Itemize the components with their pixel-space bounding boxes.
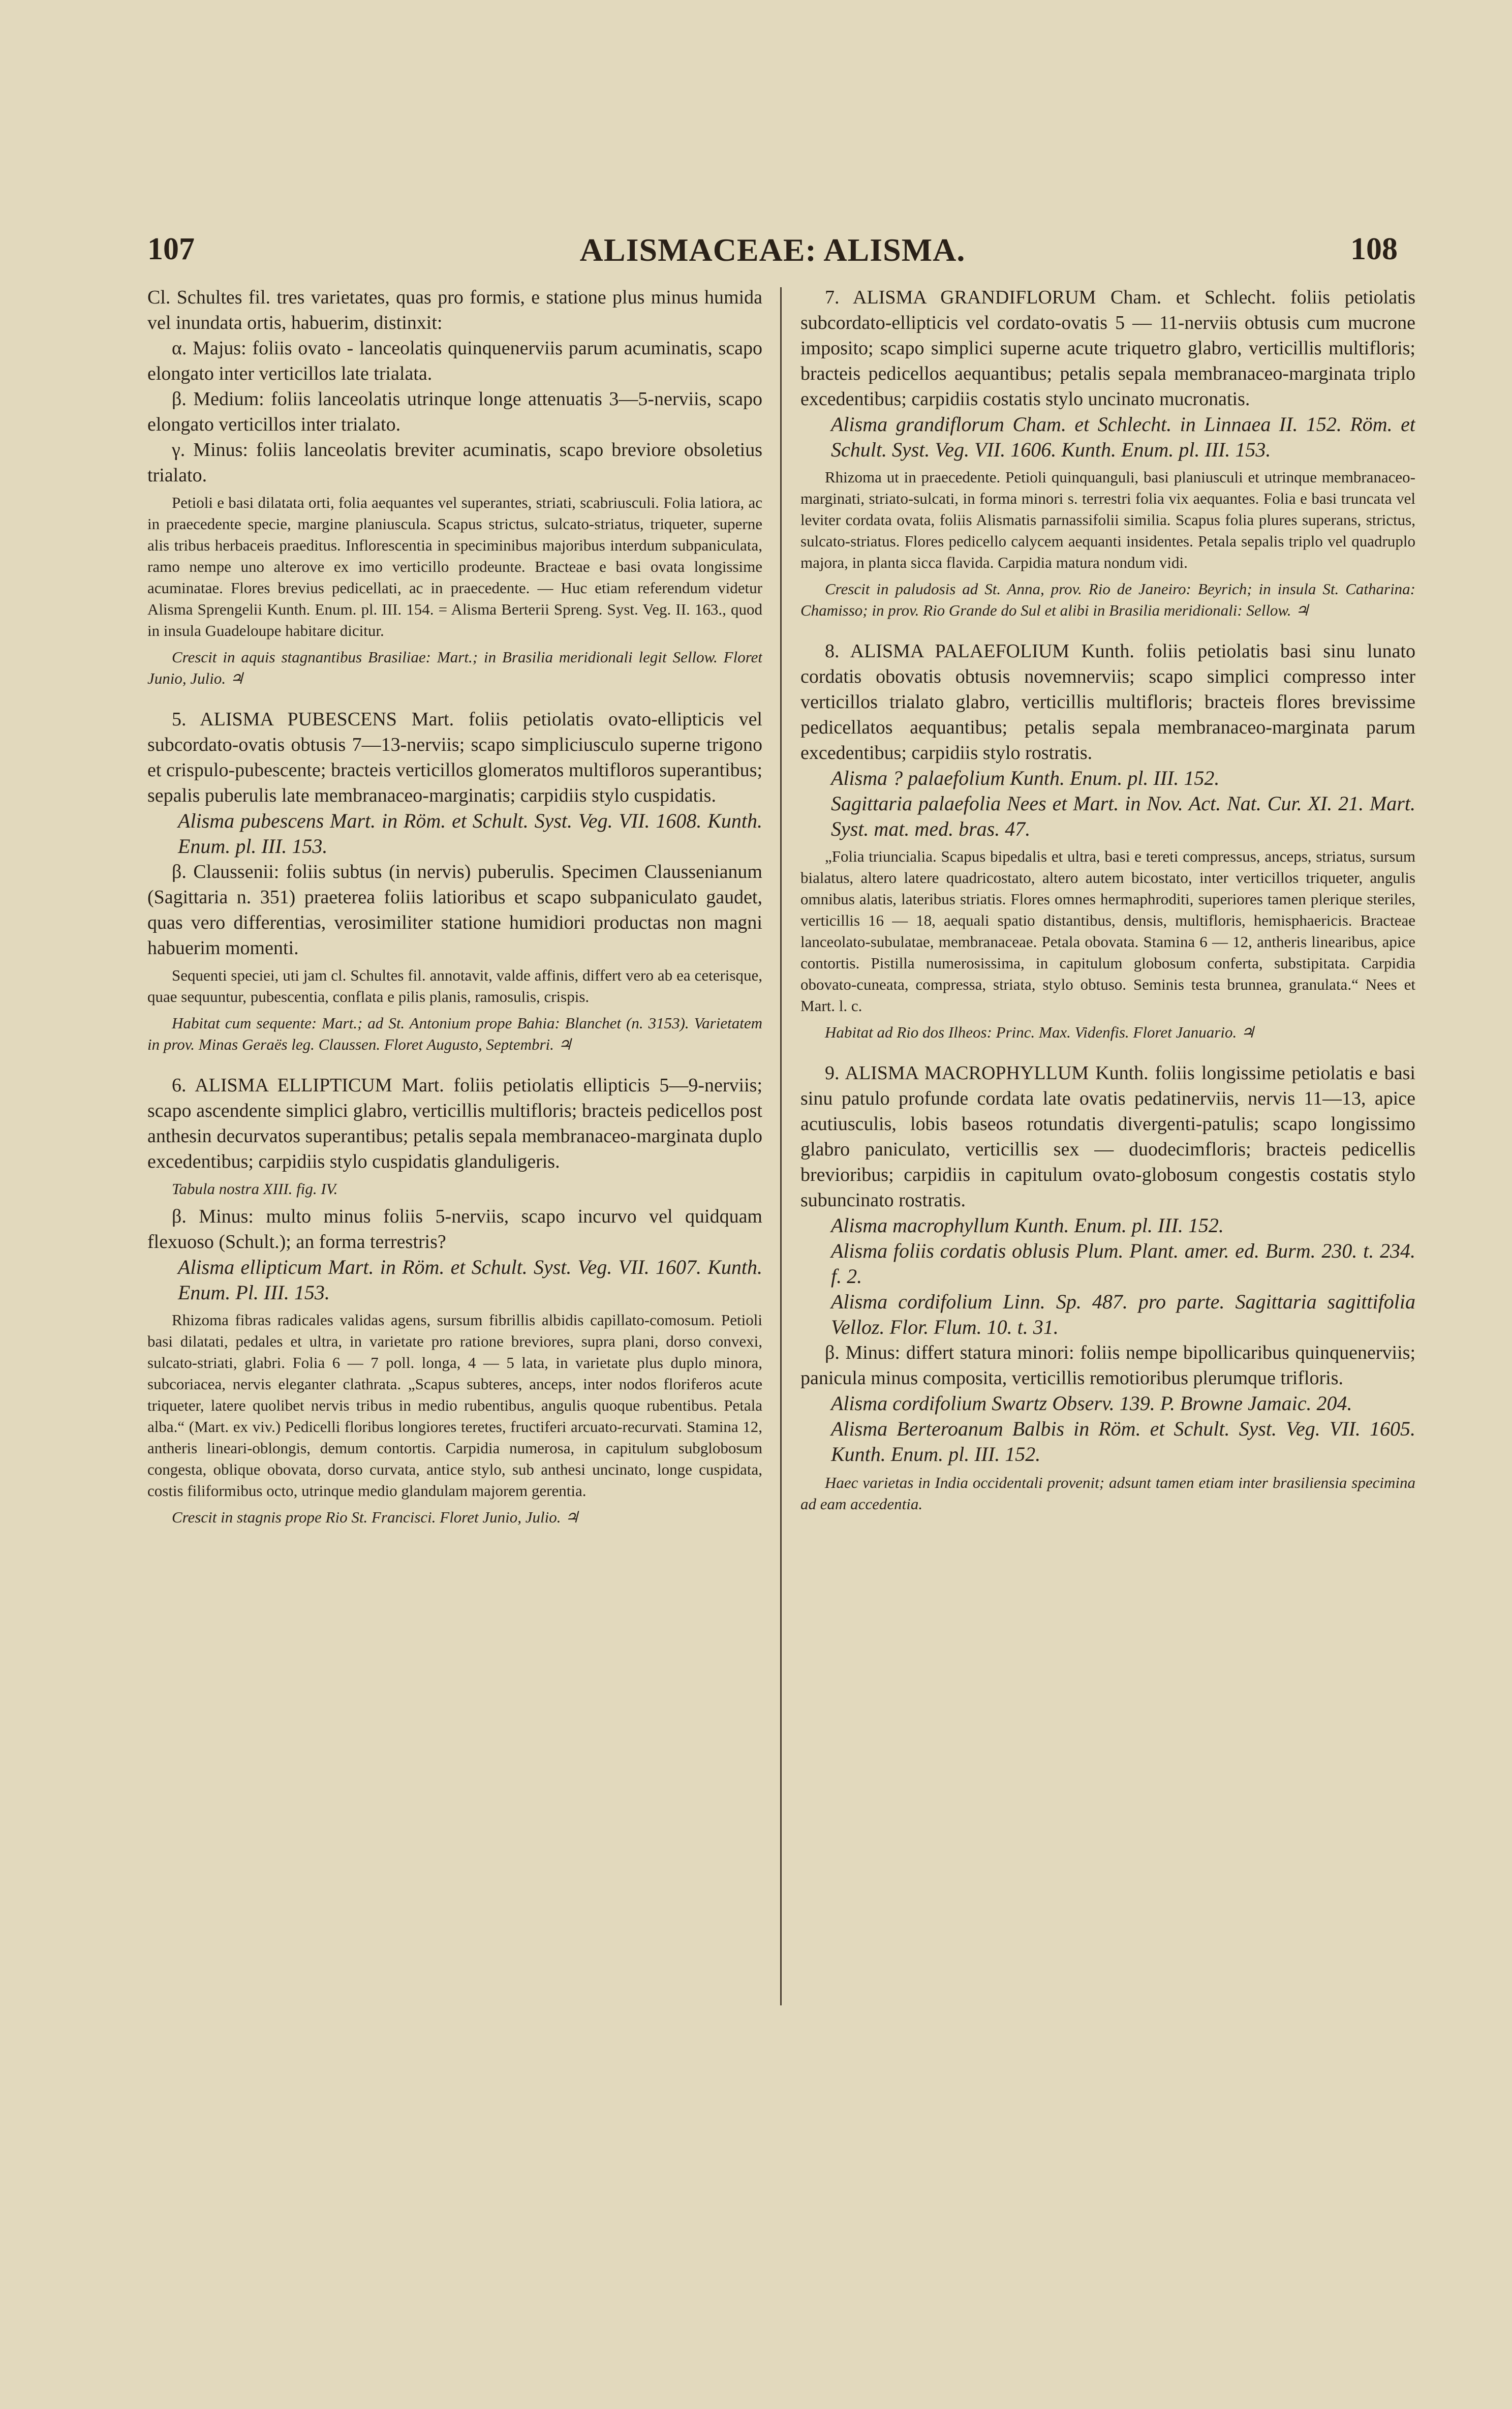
paragraph: Tabula nostra XIII. fig. IV. bbox=[172, 1180, 338, 1198]
paragraph: Alisma macrophyllum Kunth. Enum. pl. III. 152. bbox=[831, 1214, 1224, 1237]
paragraph: 7. ALISMA GRANDIFLORUM Cham. et Schlecht. foliis petiolatis subcordato-ellipticis vel cordato-ovatis 5 — 11-nerviis obtusis cum mucrone imposito; scapo simplici superne acute triquetro glabro, verticillis multifloris; bracteis pedicellos aequantibus; petalis sepala membranaceo-marginata triplo excedentibus; carpidiis costatis stylo uncinato mucronatis. bbox=[800, 287, 1415, 410]
paragraph: Crescit in aquis stagnantibus Brasiliae: Mart.; in Brasilia meridionali legit Sellow. Floret Junio, Julio. ♃ bbox=[147, 648, 762, 687]
paragraph: β. Minus: multo minus foliis 5-nerviis, scapo incurvo vel quidquam flexuoso (Schult.); an forma terrestris? bbox=[147, 1206, 762, 1253]
paragraph: Alisma pubescens Mart. in Röm. et Schult. Syst. Veg. VII. 1608. Kunth. Enum. pl. III. 153. bbox=[178, 809, 762, 858]
page-number-left: 107 bbox=[147, 232, 195, 266]
paragraph: Sequenti speciei, uti jam cl. Schultes fil. annotavit, valde affinis, differt vero ab ea ceterisque, quae sequuntur, pubescentia, conflata e pilis planis, ramosulis, crispis. bbox=[147, 966, 762, 1005]
paragraph: Habitat ad Rio dos Ilheos: Princ. Max. Videnfis. Floret Januario. ♃ bbox=[825, 1023, 1255, 1041]
paragraph: Habitat cum sequente: Mart.; ad St. Antonium prope Bahia: Blanchet (n. 3153). Varietatem in prov. Minas Geraës leg. Claussen. Floret Augusto, Septembri. ♃ bbox=[147, 1014, 762, 1053]
paragraph: Alisma cordifolium Swartz Observ. 139. P. Browne Jamaic. 204. bbox=[831, 1392, 1352, 1415]
paragraph: Alisma ellipticum Mart. in Röm. et Schult. Syst. Veg. VII. 1607. Kunth. Enum. Pl. III. 153. bbox=[178, 1256, 762, 1304]
page-header bbox=[147, 231, 1398, 277]
paragraph: Haec varietas in India occidentali provenit; adsunt tamen etiam inter brasiliensia specimina ad eam accedentia. bbox=[800, 1474, 1415, 1513]
paragraph: Alisma foliis cordatis oblusis Plum. Plant. amer. ed. Burm. 230. t. 234. f. 2. bbox=[831, 1239, 1415, 1288]
paragraph: β. Claussenii: foliis subtus (in nervis) puberulis. Specimen Claussenianum (Sagittaria n. 351) praeterea foliis latioribus et scapo subpaniculato gaudet, quas vero differentias, verosimiliter statione humidiori productas non magni habuerim momenti. bbox=[147, 861, 762, 959]
paragraph: β. Medium: foliis lanceolatis utrinque longe attenuatis 3—5-nerviis, scapo elongato verticillos inter trialato. bbox=[147, 388, 762, 435]
left-column bbox=[147, 285, 762, 2201]
page-number-right: 108 bbox=[1350, 232, 1398, 266]
paragraph: Alisma cordifolium Linn. Sp. 487. pro parte. Sagittaria sagittifolia Velloz. Flor. Flum. 10. t. 31. bbox=[831, 1290, 1415, 1338]
paragraph: 8. ALISMA PALAEFOLIUM Kunth. foliis petiolatis basi sinu lunato cordatis obovatis obtusis novemnerviis; scapo simplici compresso inter verticillos trialato glabro, verticillis multifloris; bracteis flores brevissime pedicellatos aequantibus; petalis sepala membranaceo-marginata parum excedentibus; carpidiis stylo rostratis. bbox=[800, 641, 1415, 764]
paragraph: Rhizoma ut in praecedente. Petioli quinquanguli, basi planiusculi et utrinque membranaceo-marginati, striato-sulcati, in forma minori s. terrestri folia vix aequantes. Folia e basi truncata vel leviter cordata ovata, foliis Alismatis parnassifolii similia. Scapus folia plures superans, strictus, sulcato-striatus. Flores pedicello calycem aequanti insidentes. Petala sepalis triplo vel quadruplo majora, in planta sicca flavida. Carpidia matura nondum vidi. bbox=[800, 468, 1415, 571]
paragraph: Petioli e basi dilatata orti, folia aequantes vel superantes, striati, scabriusculi. Folia latiora, ac in praecedente specie, margine planiuscula. Scapus strictus, sulcato-striatus, triqueter, superne alis tribus herbaceis praeditus. Inflorescentia in speciminibus majoribus interdum subpaniculata, ramo nempe uno alterove ex imo verticillo prodeunte. Bracteae e basi ovata longissime acuminatae. Flores brevius pedicellati, ac in praecedente. — Huc etiam referendum videtur Alisma Sprengelii Kunth. Enum. pl. III. 154. = Alisma Berterii Spreng. Syst. Veg. II. 163., quod in insula Guadeloupe habitare dicitur. bbox=[147, 494, 762, 639]
paragraph: Cl. Schultes fil. tres varietates, quas pro formis, e statione plus minus humida vel inundata ortis, habuerim, distinxit: bbox=[147, 287, 762, 333]
paragraph: Rhizoma fibras radicales validas agens, sursum fibrillis albidis capillato-comosum. Petioli basi dilatati, pedales et ultra, in varietate pro ratione breviores, supra plani, dorso convexi, sulcato-striati, glabri. Folia 6 — 7 poll. longa, 4 — 5 lata, in varietate plus duplo minora, subcoriacea, nervis eleganter clathrata. „Scapus subteres, anceps, inter nodos floriferos acute triqueter, latere quolibet nervis tribus in medio rubentibus, angulis quoque rubentibus. Petala alba.“ (Mart. ex viv.) Pedicelli floribus longiores teretes, fructiferi arcuato-recurvati. Stamina 12, antheris lineari-oblongis, demum contortis. Carpidia numerosa, in capitulum subglobosum congesta, oblique obovata, dorso curvata, antice stylo, sub anthesi uncinato, longe cuspidata, costis filiformibus octo, utrinque medio glandulam majorem gerentia. bbox=[147, 1311, 762, 1500]
paragraph: Sagittaria palaefolia Nees et Mart. in Nov. Act. Nat. Cur. XI. 21. Mart. Syst. mat. med. bras. 47. bbox=[831, 792, 1415, 840]
column-divider bbox=[780, 287, 782, 2005]
paragraph: Alisma ? palaefolium Kunth. Enum. pl. III. 152. bbox=[831, 767, 1220, 789]
paragraph: Crescit in paludosis ad St. Anna, prov. Rio de Janeiro: Beyrich; in insula St. Catharina: Chamisso; in prov. Rio Grande do Sul et alibi in Brasilia meridionali: Sellow. ♃ bbox=[800, 580, 1415, 619]
paragraph: 9. ALISMA MACROPHYLLUM Kunth. foliis longissime petiolatis e basi sinu patulo profunde cordata late ovatis pedatinerviis, nervis 11—13, apice acutiusculis, lobis baseos rotundatis divergenti-patulis; scapo longissimo glabro paniculato, verticillis sex — duodecimfloris; bracteis pedicellis brevioribus; carpidiis in capitulum ovato-globosum congestis costatis stylo subuncinato rostratis. bbox=[800, 1062, 1415, 1211]
running-title: ALISMACEAE: ALISMA. bbox=[579, 232, 966, 268]
paragraph: Crescit in stagnis prope Rio St. Francisci. Floret Junio, Julio. ♃ bbox=[172, 1508, 579, 1526]
right-column bbox=[800, 285, 1415, 2201]
paragraph: 5. ALISMA PUBESCENS Mart. foliis petiolatis ovato-ellipticis vel subcordato-ovatis obtusis 7—13-nerviis; scapo simpliciusculo superne trigono et crispulo-pubescente; bracteis verticillos glomeratos multifloros superantibus; sepalis puberulis late membranaceo-marginatis; carpidiis stylo cuspidatis. bbox=[147, 709, 762, 806]
paragraph: Alisma Berteroanum Balbis in Röm. et Schult. Syst. Veg. VII. 1605. Kunth. Enum. pl. III. 152. bbox=[831, 1417, 1415, 1466]
paragraph: „Folia triuncialia. Scapus bipedalis et ultra, basi e tereti compressus, anceps, striatus, sursum bialatus, altero latere quadricostato, altero autem bicostato, inter verticillos triqueter, angulis omnibus alatis, lateribus striatis. Flores omnes hermaphroditi, superiores tamen plerique steriles, verticillis 16 — 18, aequali spatio distantibus, densis, multifloris, hemisphaericis. Bracteae lanceolato-subulatae, membranaceae. Petala obovata. Stamina 6 — 12, antheris linearibus, apice contortis. Pistilla numerosissima, in capitulum globosum conferta, substipitata. Carpidia obovato-cuneata, compressa, striata, stylo obtuso. Seminis testa brunnea, granulata.“ Nees et Mart. l. c. bbox=[800, 847, 1415, 1015]
paragraph: α. Majus: foliis ovato - lanceolatis quinquenerviis parum acuminatis, scapo elongato inter verticillos late trialata. bbox=[147, 338, 762, 384]
paragraph: β. Minus: differt statura minori: foliis nempe bipollicaribus quinquenerviis; panicula minus composita, verticillis remotioribus plerumque trifloris. bbox=[800, 1342, 1415, 1389]
paragraph: 6. ALISMA ELLIPTICUM Mart. foliis petiolatis ellipticis 5—9-nerviis; scapo ascendente simplici glabro, verticillis multifloris; bracteis pedicellos post anthesin decurvatos superantibus; petalis sepala membranaceo-marginata duplo excedentibus; carpidiis stylo cuspidatis glanduligeris. bbox=[147, 1075, 762, 1172]
paragraph: Alisma grandiflorum Cham. et Schlecht. in Linnaea II. 152. Röm. et Schult. Syst. Veg. VII. 1606. Kunth. Enum. pl. III. 153. bbox=[831, 413, 1415, 461]
paragraph: γ. Minus: foliis lanceolatis breviter acuminatis, scapo breviore obsoletius trialato. bbox=[147, 439, 762, 486]
